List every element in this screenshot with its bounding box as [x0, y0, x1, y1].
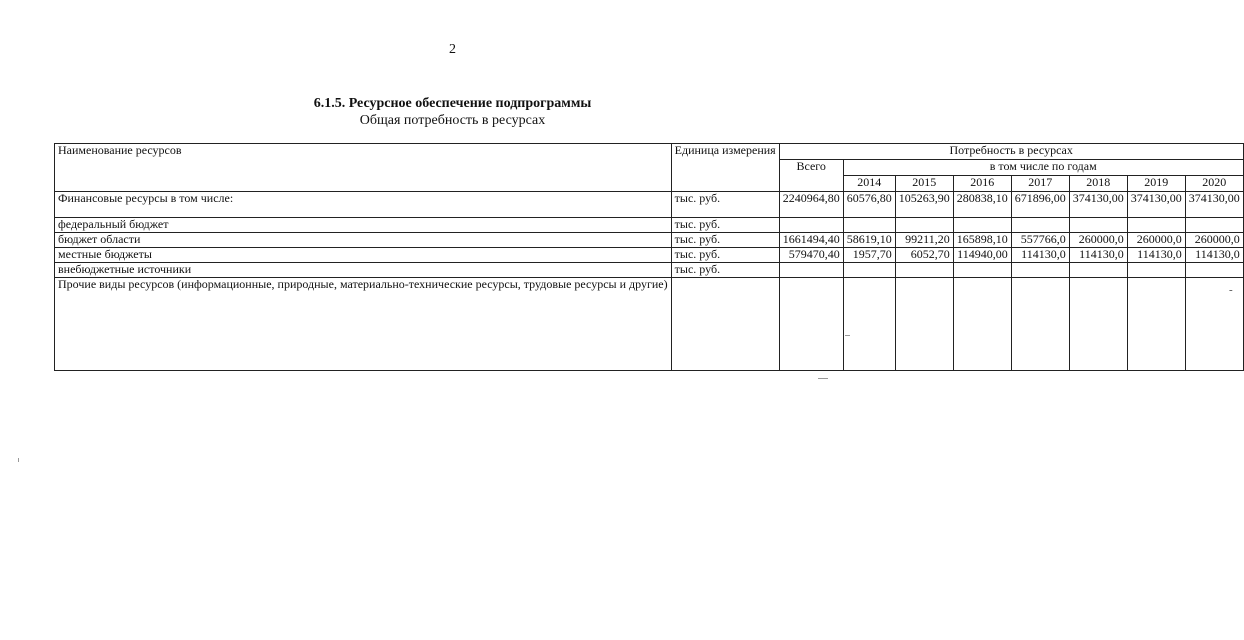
resource-unit: тыс. руб.: [671, 218, 779, 233]
table-row: [55, 233, 1244, 248]
table-row: [55, 278, 1244, 371]
resource-name: внебюджетные источники: [55, 263, 672, 278]
total-cell: 1661494,40: [779, 233, 843, 248]
total-cell: [779, 263, 843, 278]
year-cell: [843, 263, 895, 278]
year-cell: [1185, 218, 1243, 233]
header-total: Всего: [779, 160, 843, 192]
year-cell: 6052,70: [895, 248, 953, 263]
header-year: 2015: [895, 176, 953, 192]
header-name: Наименование ресурсов: [55, 144, 672, 192]
year-cell: [843, 278, 895, 371]
year-cell: 374130,00: [1185, 192, 1243, 218]
header-year: 2014: [843, 176, 895, 192]
header-by-years: в том числе по годам: [843, 160, 1243, 176]
year-cell: 60576,80: [843, 192, 895, 218]
year-cell: 165898,10: [953, 233, 1011, 248]
table-row: [55, 248, 1244, 263]
total-cell: 579470,40: [779, 248, 843, 263]
header-year: 2016: [953, 176, 1011, 192]
resource-unit: тыс. руб.: [671, 233, 779, 248]
resource-name: бюджет области: [55, 233, 672, 248]
year-cell: [895, 278, 953, 371]
year-cell: 260000,0: [1185, 233, 1243, 248]
year-cell: 374130,00: [1127, 192, 1185, 218]
year-cell: 280838,10: [953, 192, 1011, 218]
resources-table: [54, 143, 1244, 371]
year-cell: [1127, 263, 1185, 278]
resource-unit: тыс. руб.: [671, 248, 779, 263]
year-cell: 58619,10: [843, 233, 895, 248]
year-cell: [1011, 218, 1069, 233]
year-cell: [953, 278, 1011, 371]
year-cell: [1011, 263, 1069, 278]
header-row: [55, 144, 1244, 160]
resource-name: федеральный бюджет: [55, 218, 672, 233]
section-title: 6.1.5. Ресурсное обеспечение подпрограммы: [313, 96, 592, 111]
section-subtitle: Общая потребность в ресурсах: [359, 113, 546, 128]
header-year: 2018: [1069, 176, 1127, 192]
scan-artifact: [845, 335, 850, 336]
header-need: Потребность в ресурсах: [779, 144, 1243, 160]
year-cell: 260000,0: [1127, 233, 1185, 248]
resource-unit: тыс. руб.: [671, 263, 779, 278]
year-cell: [953, 218, 1011, 233]
header-year: 2017: [1011, 176, 1069, 192]
resource-unit: [671, 278, 779, 371]
year-cell: 260000,0: [1069, 233, 1127, 248]
year-cell: [1127, 218, 1185, 233]
header-year: 2019: [1127, 176, 1185, 192]
resource-name: Прочие виды ресурсов (информационные, природные, материально-технические ресурсы, трудовые ресурсы и другие): [55, 278, 672, 371]
year-cell: 374130,00: [1069, 192, 1127, 218]
year-cell: 114130,0: [1069, 248, 1127, 263]
year-cell: [1069, 263, 1127, 278]
scan-artifact: [18, 458, 19, 462]
year-cell: [1185, 263, 1243, 278]
resource-unit: тыс. руб.: [671, 192, 779, 218]
scan-artifact: [818, 378, 828, 379]
year-cell: -: [1185, 278, 1243, 371]
year-cell: 671896,00: [1011, 192, 1069, 218]
year-cell: [1011, 278, 1069, 371]
page-number: 2: [449, 42, 456, 57]
year-cell: [953, 263, 1011, 278]
header-unit: Единица измерения: [671, 144, 779, 192]
year-cell: 1957,70: [843, 248, 895, 263]
resource-name: местные бюджеты: [55, 248, 672, 263]
year-cell: [895, 263, 953, 278]
year-cell: [1127, 278, 1185, 371]
year-cell: 105263,90: [895, 192, 953, 218]
table-row: [55, 218, 1244, 233]
year-cell: [1069, 218, 1127, 233]
total-cell: [779, 218, 843, 233]
table-row: [55, 263, 1244, 278]
year-cell: 114130,0: [1127, 248, 1185, 263]
year-cell: [895, 218, 953, 233]
year-cell: 99211,20: [895, 233, 953, 248]
year-cell: 557766,0: [1011, 233, 1069, 248]
year-cell: 114130,0: [1011, 248, 1069, 263]
year-cell: [843, 218, 895, 233]
year-cell: [1069, 278, 1127, 371]
year-cell: 114940,00: [953, 248, 1011, 263]
table-row: [55, 192, 1244, 218]
year-cell: 114130,0: [1185, 248, 1243, 263]
header-year: 2020: [1185, 176, 1243, 192]
total-cell: 2240964,80: [779, 192, 843, 218]
resource-name: Финансовые ресурсы в том числе:: [55, 192, 672, 218]
total-cell: [779, 278, 843, 371]
